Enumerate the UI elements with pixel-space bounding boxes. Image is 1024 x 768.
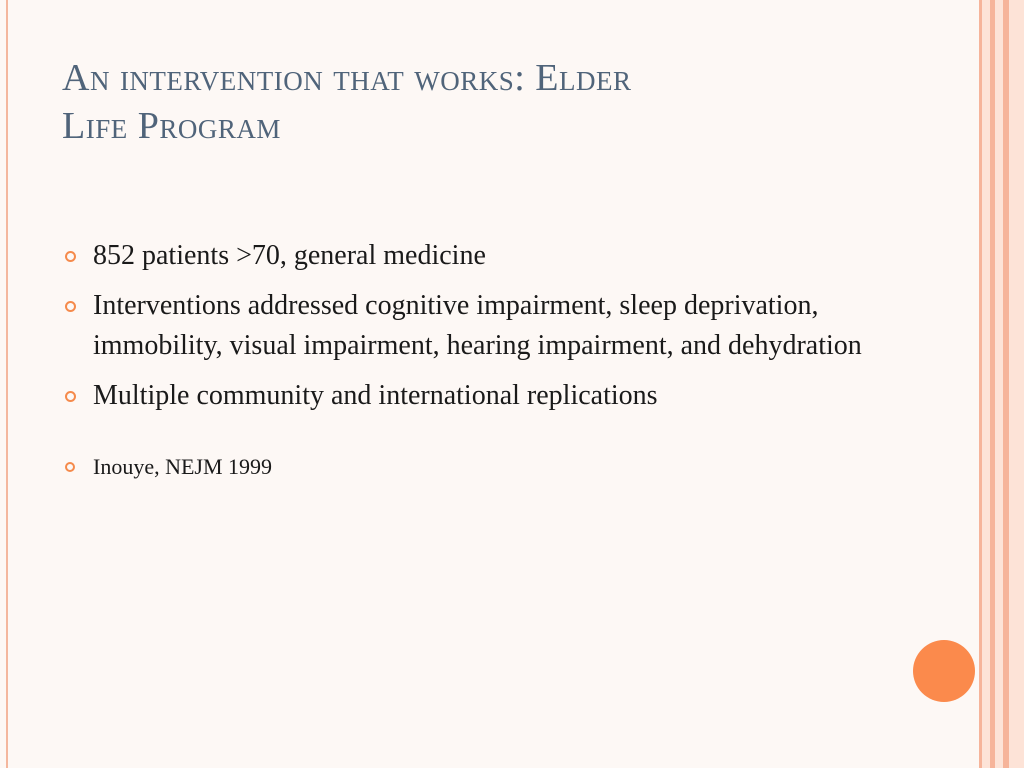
bullet-circle-icon	[65, 251, 76, 262]
slide-title-line-2: Life Program	[62, 105, 281, 147]
bullet-list	[62, 236, 922, 492]
slide-title-line-1: An intervention that works: Elder	[62, 57, 632, 99]
right-stripe	[982, 0, 990, 768]
right-stripe	[1009, 0, 1024, 768]
bullet-text: 852 patients >70, general medicine	[93, 240, 486, 271]
citation-item	[62, 452, 922, 482]
bullet-circle-icon	[65, 301, 76, 312]
bullet-item	[62, 236, 922, 276]
bullet-circle-icon	[65, 462, 75, 472]
bullet-item	[62, 376, 922, 416]
bullet-circle-icon	[65, 391, 76, 402]
left-border-line	[6, 0, 8, 768]
right-stripe	[995, 0, 1003, 768]
accent-circle-decoration	[913, 640, 975, 702]
bullet-text: Multiple community and international replications	[93, 380, 658, 411]
slide-title	[62, 54, 942, 150]
citation-text: Inouye, NEJM 1999	[93, 454, 273, 479]
bullet-text: Interventions addressed cognitive impairment, sleep deprivation, immobility, visual impairment, hearing impairment, and dehydration	[93, 290, 862, 361]
bullet-item	[62, 286, 922, 366]
